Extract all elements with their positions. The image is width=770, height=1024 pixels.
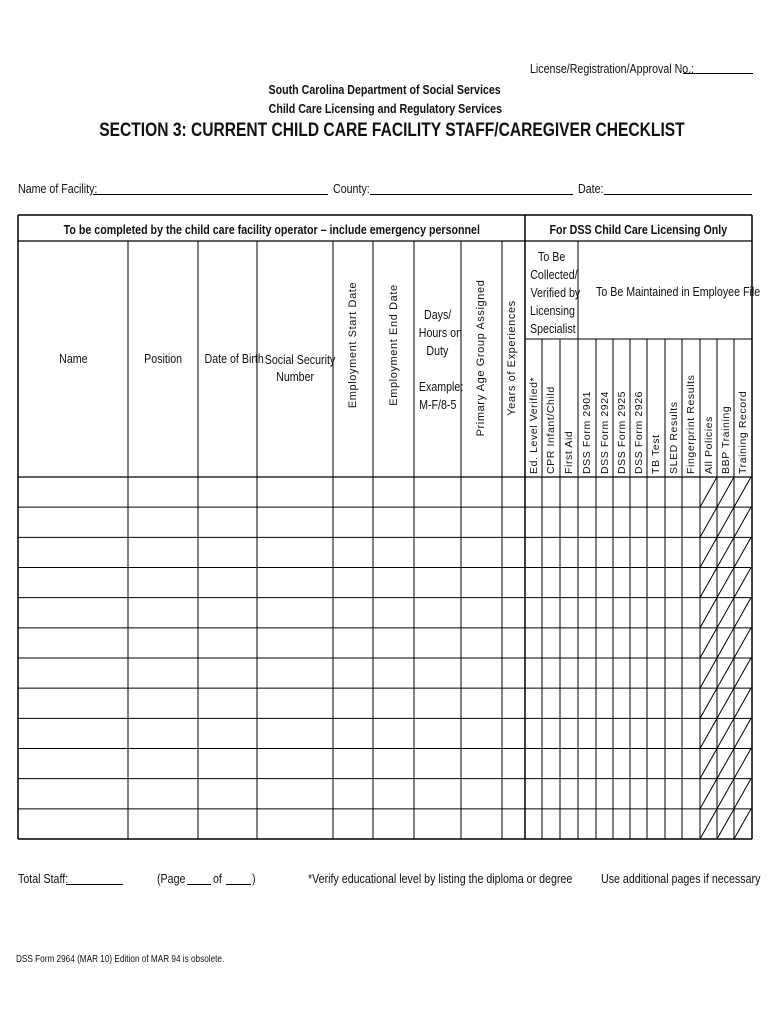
license-label: License/Registration/Approval No.: (530, 61, 695, 76)
dss-col-header: BBP Training (719, 405, 732, 474)
dss-col-header: SLED Results (667, 401, 680, 474)
hatch-line (734, 779, 751, 809)
hatch-line (700, 718, 717, 748)
hatch-line (717, 779, 734, 809)
operator-banner: To be completed by the child care facility operator – include emergency personnel (63, 222, 480, 237)
hatch-line (734, 628, 751, 658)
hatch-line (717, 507, 734, 537)
col-end-header: Employment End Date (388, 284, 400, 406)
hatch-line (734, 688, 751, 718)
hatch-line (734, 598, 751, 628)
hatch-line (717, 658, 734, 688)
dss-col-header: DSS Form 2901 (581, 390, 593, 474)
hatch-line (717, 809, 734, 839)
page-number-field[interactable] (187, 884, 211, 885)
col-dob-header: Date of Birth (204, 351, 264, 366)
col-age-header: Primary Age Group Assigned (475, 279, 487, 437)
facility-label: Name of Facility: (18, 181, 98, 196)
dss-col-header: CPR Infant/Child (545, 386, 557, 474)
hatch-line (700, 688, 717, 718)
hatch-line (717, 598, 734, 628)
hatch-line (734, 568, 751, 598)
collected-header: To Be Collected/ Verified by Licensing Specialist (529, 249, 581, 336)
dss-col-header: All Policies (702, 416, 715, 474)
col-name-header: Name (58, 351, 88, 366)
page-title: SECTION 3: CURRENT CHILD CARE FACILITY STAFF/CAREGIVER CHECKLIST (99, 120, 685, 141)
hatch-line (734, 477, 751, 507)
col-ssn-header: Social Security Number (264, 352, 336, 384)
col-start-header: Employment Start Date (347, 281, 359, 409)
hatch-line (700, 507, 717, 537)
page-of: of (213, 871, 222, 886)
col-years-header: Years of Experiences (506, 300, 518, 416)
hatch-line (734, 507, 751, 537)
hatch-line (700, 598, 717, 628)
hatch-line (717, 477, 734, 507)
hatch-line (700, 568, 717, 598)
dss-col-header: DSS Form 2925 (615, 390, 628, 474)
hatch-line (700, 477, 717, 507)
hatch-line (717, 568, 734, 598)
total-staff-field[interactable] (66, 884, 123, 885)
hatch-line (700, 749, 717, 779)
col-position-header: Position (144, 351, 182, 366)
hatch-line (717, 718, 734, 748)
dss-col-header: First Aid (563, 430, 575, 474)
verify-note: *Verify educational level by listing the diploma or degree (308, 871, 573, 886)
hatch-line (734, 658, 751, 688)
county-label: County: (333, 181, 370, 196)
hatch-line (717, 537, 734, 567)
dss-col-header: DSS Form 2926 (632, 390, 645, 474)
col-days-header: Days/ Hours on Duty Example: M-F/8-5 (418, 307, 464, 412)
maintained-header: To Be Maintained in Employee File (596, 284, 761, 299)
hatch-line (700, 658, 717, 688)
page-total-field[interactable] (226, 884, 251, 885)
additional-pages-note: Use additional pages if necessary (601, 871, 761, 886)
dss-col-header: Fingerprint Results (685, 374, 697, 474)
date-label: Date: (578, 181, 604, 196)
dss-col-header: TB Test (650, 434, 662, 474)
dss-banner: For DSS Child Care Licensing Only (549, 222, 728, 237)
form-id: DSS Form 2964 (MAR 10) Edition of MAR 94 is obsolete. (16, 954, 225, 965)
hatch-line (700, 537, 717, 567)
hatch-line (734, 749, 751, 779)
hatch-line (717, 628, 734, 658)
hatch-line (717, 688, 734, 718)
hatch-line (700, 779, 717, 809)
hatch-line (717, 749, 734, 779)
hatch-line (734, 537, 751, 567)
total-staff-label: Total Staff: (18, 871, 69, 886)
dss-col-header: Ed. Level Verified* (527, 376, 540, 474)
agency-name: South Carolina Department of Social Services (268, 82, 502, 97)
hatch-line (700, 628, 717, 658)
hatch-line (700, 809, 717, 839)
dss-col-header: DSS Form 2924 (598, 390, 611, 474)
page-open: (Page (157, 871, 186, 886)
hatch-line (734, 809, 751, 839)
hatch-line (734, 718, 751, 748)
division-name: Child Care Licensing and Regulatory Services (268, 101, 502, 116)
dss-col-header: Training Record (737, 390, 749, 474)
page-close: ) (252, 871, 256, 886)
